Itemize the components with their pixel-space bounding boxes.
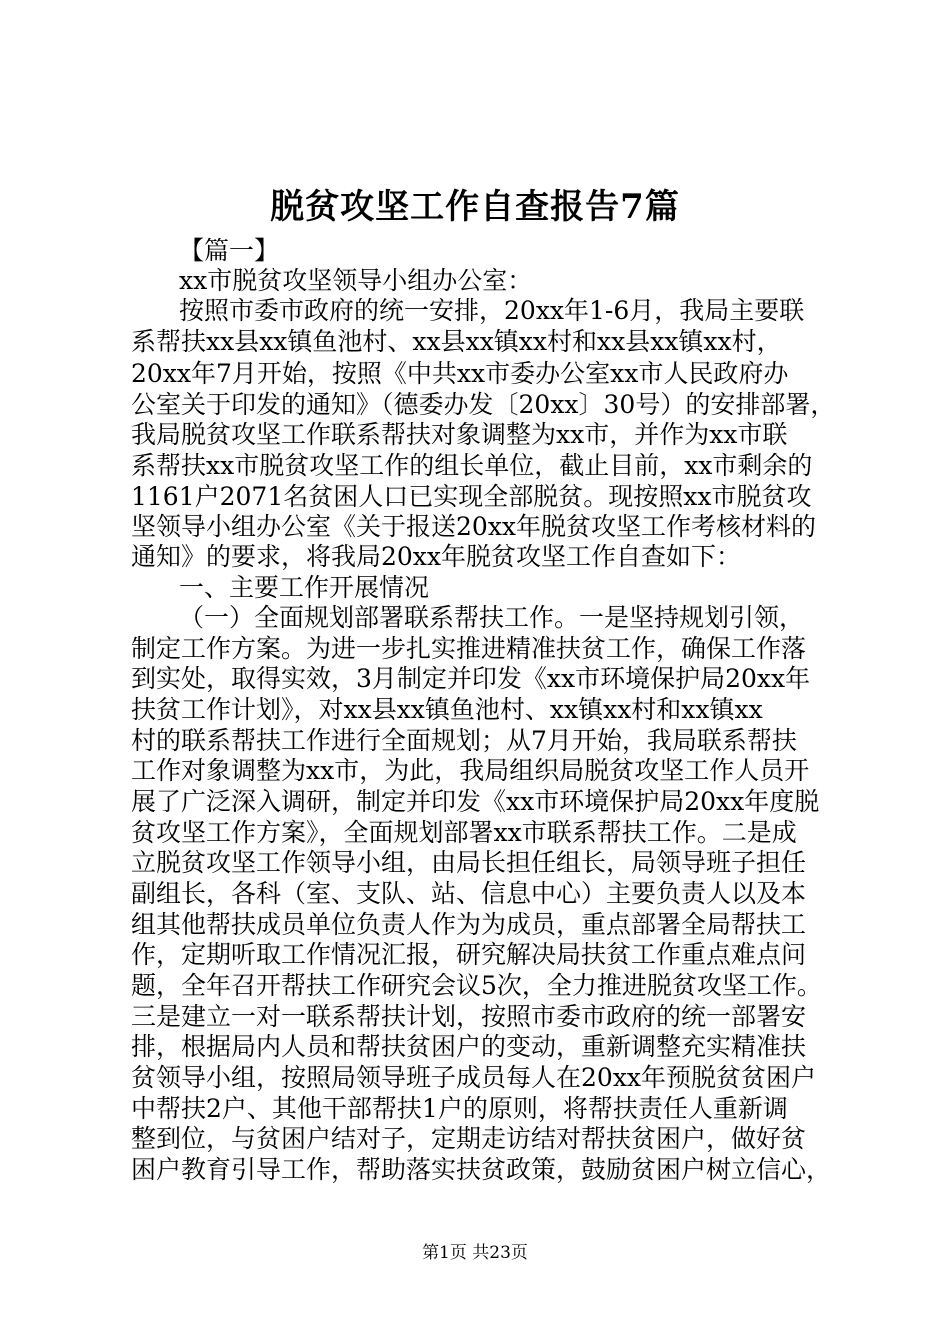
body-line: 中帮扶2户、其他干部帮扶1户的原则，将帮扶责任人重新调 [131,1094,788,1123]
body-line: 制定工作方案。为进一步扎实推进精准扶贫工作，确保工作落 [131,634,807,663]
addressee-line: xx市脱贫攻坚领导小组办公室： [179,266,533,295]
body-line: 困户教育引导工作，帮助落实扶贫政策，鼓励贫困户树立信心， [131,1155,832,1184]
page-number-footer: 第1页 共23页 [422,1243,528,1263]
body-line: 通知》的要求，将我局20xx年脱贫攻坚工作自查如下： [131,542,742,571]
body-line: 村的联系帮扶工作进行全面规划；从7月开始，我局联系帮扶 [131,726,797,755]
body-line: 展了广泛深入调研，制定并印发《xx市环境保护局20xx年度脱 [131,787,820,816]
body-line: 工作对象调整为xx市，为此，我局组织局脱贫攻坚工作人员开 [131,756,810,785]
body-line: 三是建立一对一联系帮扶计划，按照市委市政府的统一部署安 [131,1002,807,1031]
subsection-heading: 一、主要工作开展情况 [179,573,430,602]
body-line: 贫领导小组，按照局领导班子成员每人在20xx年预脱贫贫困户 [131,1063,817,1092]
body-line: 到实处，取得实效，3月制定并印发《xx市环境保护局20xx年 [131,664,811,693]
body-line: 系帮扶xx市脱贫攻坚工作的组长单位，截止目前，xx市剩余的 [131,451,813,480]
body-line: 组其他帮扶成员单位负责人作为为成员，重点部署全局帮扶工 [131,910,807,939]
body-line: 1161户2071名贫困人口已实现全部脱贫。现按照xx市脱贫攻 [131,482,812,511]
body-line: 我局脱贫攻坚工作联系帮扶对象调整为xx市，并作为xx市联 [131,420,788,449]
body-line: 扶贫工作计划》，对xx县xx镇鱼池村、xx镇xx村和xx镇xx [131,695,763,724]
body-line: 立脱贫攻坚工作领导小组，由局长担任组长，局领导班子担任 [131,848,807,877]
body-line: 贫攻坚工作方案》，全面规划部署xx市联系帮扶工作。二是成 [131,818,797,847]
section-heading: 【篇一】 [179,236,280,265]
body-line: 副组长，各科（室、支队、站、信息中心）主要负责人以及本 [131,879,807,908]
body-line: 系帮扶xx县xx镇鱼池村、xx县xx镇xx村和xx县xx镇xx村， [131,327,782,356]
body-line: 公室关于印发的通知》（德委办发〔20xx〕30号）的安排部署， [131,390,836,419]
body-line: 坚领导小组办公室《关于报送20xx年脱贫攻坚工作考核材料的 [131,512,817,541]
body-line: 20xx年7月开始，按照《中共xx市委办公室xx市人民政府办 [131,359,789,388]
body-line: 排，根据局内人员和帮扶贫困户的变动，重新调整充实精准扶 [131,1032,807,1061]
body-line: 按照市委市政府的统一安排，20xx年1-6月，我局主要联 [179,296,805,325]
body-line: 整到位，与贫困户结对子，定期走访结对帮扶贫困户，做好贫 [131,1124,807,1153]
body-line: 题，全年召开帮扶工作研究会议5次，全力推进脱贫攻坚工作。 [131,971,822,1000]
body-line: 作，定期听取工作情况汇报，研究解决局扶贫工作重点难点问 [131,940,807,969]
document-title: 脱贫攻坚工作自查报告7篇 [270,187,680,227]
body-line: （一）全面规划部署联系帮扶工作。一是坚持规划引领， [179,603,805,632]
